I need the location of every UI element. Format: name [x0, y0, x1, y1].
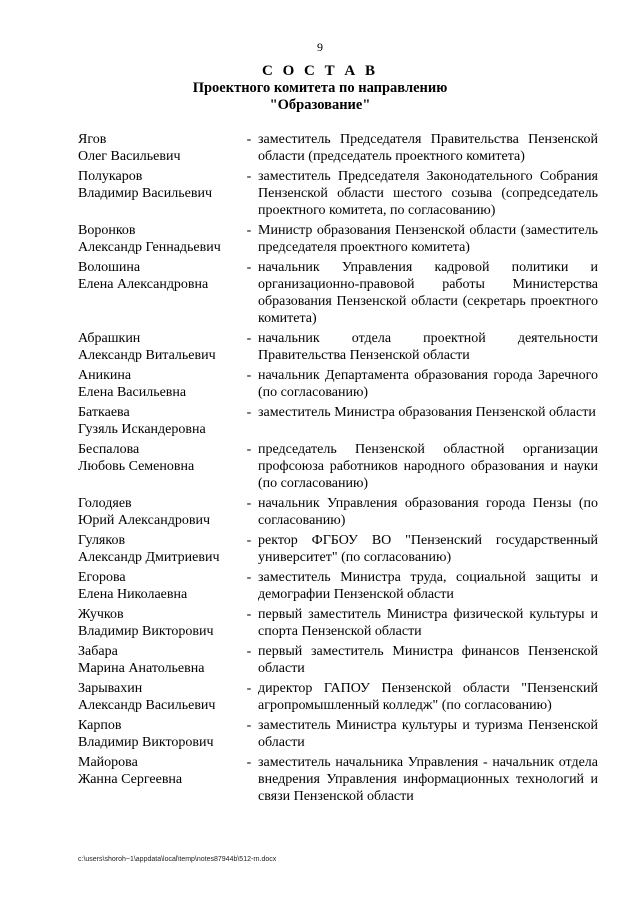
member-given-names: Марина Анатольевна: [78, 661, 205, 676]
member-row: [78, 441, 598, 492]
member-row: [78, 131, 598, 165]
member-role: заместитель Министра труда, социальной защиты и демографии Пензенской области: [258, 570, 598, 602]
member-row: [78, 367, 598, 401]
member-row: [78, 717, 598, 751]
member-given-names: Александр Геннадьевич: [78, 240, 221, 255]
file-path-footer: c:\users\shoroh~1\appdata\local\temp\notes87944b\512-rn.docx: [78, 856, 277, 863]
member-dash: -: [246, 368, 252, 383]
member-role: председатель Пензенской областной организации профсоюза работников народного образования и науки (по согласованию): [258, 442, 598, 491]
document-subtitle-line2: "Образование": [269, 97, 371, 113]
member-surname: Карпов: [78, 718, 122, 733]
member-surname: Зарывахин: [78, 681, 143, 696]
member-role: заместитель Председателя Законодательного Собрания Пензенской области шестого созыва (сопредседатель проектного комитета, по согласованию): [258, 169, 598, 218]
member-dash: -: [246, 718, 252, 733]
member-surname: Забара: [78, 644, 118, 659]
member-given-names: Владимир Васильевич: [78, 186, 212, 201]
member-role: ректор ФГБОУ ВО "Пензенский государственный университет" (по согласованию): [258, 533, 598, 565]
member-role: заместитель Министра образования Пензенской области: [258, 405, 596, 420]
member-role: первый заместитель Министра физической культуры и спорта Пензенской области: [258, 607, 598, 639]
member-surname: Егорова: [78, 570, 126, 585]
member-dash: -: [246, 132, 252, 147]
member-name: [78, 606, 240, 640]
member-role: заместитель начальника Управления - начальник отдела внедрения Управления информационных технологий и связи Пензенской области: [258, 755, 598, 804]
member-name: [78, 330, 240, 364]
member-role: Министр образования Пензенской области (заместитель председателя проектного комитета): [258, 223, 598, 255]
member-surname: Беспалова: [78, 442, 140, 457]
member-name: [78, 717, 240, 751]
member-surname: Волошина: [78, 260, 141, 275]
member-row: [78, 168, 598, 219]
member-surname: Воронков: [78, 223, 136, 238]
member-name: [78, 495, 240, 529]
document-subtitle-line1: Проектного комитета по направлению: [192, 80, 448, 96]
member-dash: -: [246, 331, 252, 346]
member-surname: Майорова: [78, 755, 138, 770]
member-name: [78, 168, 240, 219]
member-dash: -: [246, 607, 252, 622]
member-row: [78, 532, 598, 566]
member-given-names: Любовь Семеновна: [78, 459, 195, 474]
member-dash: -: [246, 442, 252, 457]
member-given-names: Олег Васильевич: [78, 149, 181, 164]
member-role: заместитель Председателя Правительства Пензенской области (председатель проектного комитета): [258, 132, 598, 164]
member-row: [78, 643, 598, 677]
member-row: [78, 259, 598, 327]
committee-member-list: [78, 131, 598, 808]
member-name: [78, 680, 240, 714]
member-given-names: Юрий Александрович: [78, 513, 210, 528]
member-name: [78, 643, 240, 677]
member-name: [78, 532, 240, 566]
member-given-names: Жанна Сергеевна: [78, 772, 183, 787]
member-surname: Баткаева: [78, 405, 130, 420]
member-dash: -: [246, 644, 252, 659]
member-row: [78, 606, 598, 640]
member-given-names: Владимир Викторович: [78, 735, 214, 750]
member-surname: Гуляков: [78, 533, 126, 548]
member-dash: -: [246, 260, 252, 275]
member-dash: -: [246, 223, 252, 238]
member-row: [78, 754, 598, 805]
member-surname: Полукаров: [78, 169, 143, 184]
member-role: начальник Управления кадровой политики и организационно-правовой работы Министерства образования Пензенской области (секретарь проектного комитета): [258, 260, 598, 326]
member-name: [78, 404, 240, 438]
member-row: [78, 222, 598, 256]
document-header: [0, 63, 640, 114]
member-role: заместитель Министра культуры и туризма Пензенской области: [258, 718, 598, 750]
member-given-names: Гузяль Искандеровна: [78, 422, 206, 437]
member-role: начальник Управления образования города Пензы (по согласованию): [258, 496, 598, 528]
member-dash: -: [246, 533, 252, 548]
document-title: С О С Т А В: [262, 63, 378, 79]
page-number: 9: [317, 40, 323, 54]
member-given-names: Александр Витальевич: [78, 348, 216, 363]
member-name: [78, 441, 240, 492]
member-role: первый заместитель Министра финансов Пензенской области: [258, 644, 598, 676]
member-dash: -: [246, 681, 252, 696]
member-row: [78, 404, 598, 438]
member-surname: Ягов: [78, 132, 107, 147]
member-role: начальник отдела проектной деятельности Правительства Пензенской области: [258, 331, 598, 363]
member-dash: -: [246, 405, 252, 420]
member-row: [78, 569, 598, 603]
member-surname: Аникина: [78, 368, 132, 383]
member-dash: -: [246, 496, 252, 511]
member-row: [78, 495, 598, 529]
member-surname: Жучков: [78, 607, 124, 622]
member-given-names: Владимир Викторович: [78, 624, 214, 639]
member-name: [78, 131, 240, 165]
member-surname: Голодяев: [78, 496, 132, 511]
member-dash: -: [246, 570, 252, 585]
member-name: [78, 259, 240, 327]
member-dash: -: [246, 755, 252, 770]
member-given-names: Александр Дмитриевич: [78, 550, 220, 565]
member-row: [78, 330, 598, 364]
member-given-names: Елена Николаевна: [78, 587, 188, 602]
member-name: [78, 367, 240, 401]
member-given-names: Александр Васильевич: [78, 698, 216, 713]
member-name: [78, 222, 240, 256]
member-given-names: Елена Александровна: [78, 277, 209, 292]
member-given-names: Елена Васильевна: [78, 385, 187, 400]
member-name: [78, 569, 240, 603]
member-row: [78, 680, 598, 714]
member-name: [78, 754, 240, 805]
member-role: начальник Департамента образования города Заречного (по согласованию): [258, 368, 598, 400]
member-dash: -: [246, 169, 252, 184]
member-role: директор ГАПОУ Пензенской области "Пензенский агропромышленный колледж" (по согласованию): [258, 681, 598, 713]
member-surname: Абрашкин: [78, 331, 141, 346]
